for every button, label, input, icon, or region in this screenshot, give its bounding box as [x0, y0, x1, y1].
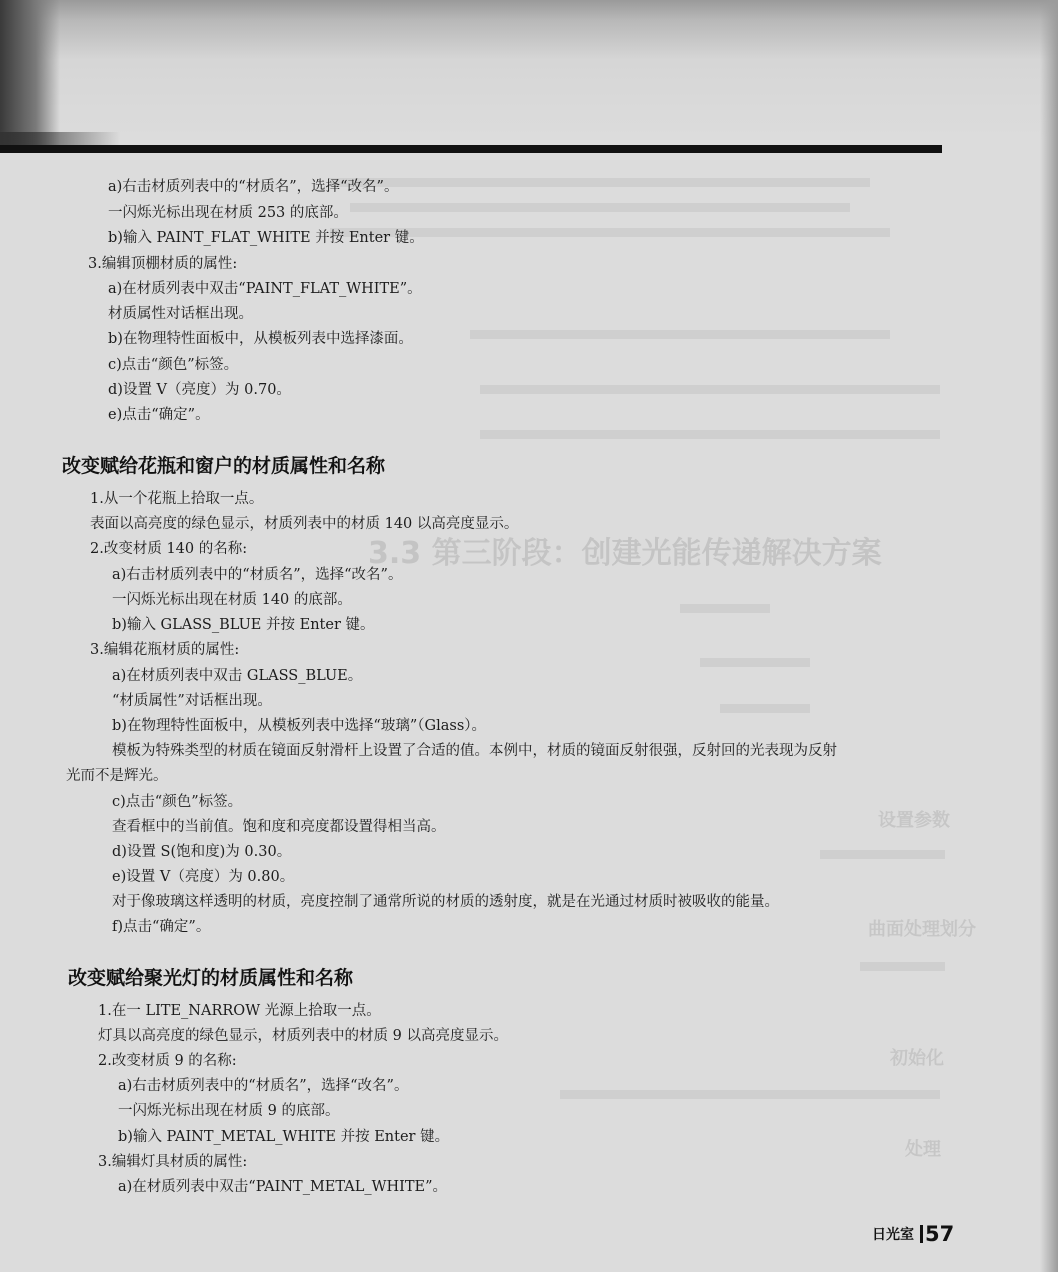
bleed-through-line	[700, 658, 810, 667]
text-line: a)右击材质列表中的“材质名”，选择“改名”。	[112, 567, 403, 583]
bleed-through-term: 处理	[905, 1139, 941, 1160]
bleed-through-line	[820, 850, 945, 859]
bleed-through-line	[480, 385, 940, 394]
bleed-through-line	[470, 330, 890, 339]
text-line: b)输入 PAINT_METAL_WHITE 并按 Enter 键。	[118, 1129, 450, 1145]
bleed-through-section-heading: 3.3 第三阶段：创建光能传递解决方案	[368, 536, 882, 571]
text-line: e)设置 V（亮度）为 0.80。	[112, 869, 295, 885]
text-line: f)点击“确定”。	[112, 919, 211, 935]
text-line: a)在材质列表中双击“PAINT_FLAT_WHITE”。	[108, 281, 422, 297]
page-number: 57	[925, 1222, 955, 1246]
text-line: a)右击材质列表中的“材质名”，选择“改名”。	[108, 179, 399, 195]
bleed-through-line	[860, 962, 945, 971]
running-footer-label: 日光室	[872, 1227, 914, 1243]
text-line: 一闪烁光标出现在材质 9 的底部。	[118, 1103, 340, 1119]
text-line: 1.从一个花瓶上拾取一点。	[90, 491, 264, 507]
text-line: a)右击材质列表中的“材质名”，选择“改名”。	[118, 1078, 409, 1094]
text-line: b)输入 PAINT_FLAT_WHITE 并按 Enter 键。	[108, 230, 424, 246]
bleed-through-line	[560, 1090, 940, 1099]
bleed-through-line	[480, 430, 940, 439]
text-line: a)在材质列表中双击 GLASS_BLUE。	[112, 668, 363, 684]
bleed-through-term: 曲面处理划分	[868, 919, 976, 940]
text-line: c)点击“颜色”标签。	[112, 794, 243, 810]
text-line: 光而不是辉光。	[66, 768, 168, 784]
bleed-through-line	[350, 203, 850, 212]
text-line: 灯具以高亮度的绿色显示，材质列表中的材质 9 以高亮度显示。	[98, 1028, 508, 1044]
page-edge-shadow	[1040, 0, 1058, 1272]
header-rule	[0, 145, 942, 153]
text-line: 一闪烁光标出现在材质 140 的底部。	[112, 592, 352, 608]
bleed-through-line	[720, 704, 810, 713]
bleed-through-line	[330, 178, 870, 187]
page-footer	[872, 1222, 954, 1246]
text-line: a)在材质列表中双击“PAINT_METAL_WHITE”。	[118, 1179, 448, 1195]
text-line: 1.在一 LITE_NARROW 光源上拾取一点。	[98, 1003, 381, 1019]
bleed-through-line	[680, 604, 770, 613]
text-line: 2.改变材质 9 的名称:	[98, 1053, 237, 1069]
text-line: 对于像玻璃这样透明的材质，亮度控制了通常所说的材质的透射度，就是在光通过材质时被吸收的能量。	[112, 894, 779, 910]
text-line: 3.编辑顶棚材质的属性:	[88, 256, 238, 272]
text-line: 3.编辑灯具材质的属性:	[98, 1154, 248, 1170]
text-line: e)点击“确定”。	[108, 407, 210, 423]
bleed-through-term: 设置参数	[878, 810, 950, 831]
text-line: b)在物理特性面板中，从模板列表中选择漆面。	[108, 331, 413, 347]
binding-gutter	[0, 0, 60, 150]
text-line: 模板为特殊类型的材质在镜面反射滑杆上设置了合适的值。本例中，材质的镜面反射很强，反射回的光表现为反射	[112, 743, 837, 759]
text-line: 材质属性对话框出现。	[108, 306, 253, 322]
section-heading: 改变赋给花瓶和窗户的材质属性和名称	[62, 455, 386, 477]
section-heading: 改变赋给聚光灯的材质属性和名称	[68, 967, 354, 989]
text-line: d)设置 V（亮度）为 0.70。	[108, 382, 291, 398]
bleed-through-term: 初始化	[890, 1048, 944, 1069]
text-line: “材质属性”对话框出现。	[112, 693, 272, 709]
text-line: 一闪烁光标出现在材质 253 的底部。	[108, 205, 348, 221]
text-line: 3.编辑花瓶材质的属性:	[90, 642, 240, 658]
text-line: 2.改变材质 140 的名称:	[90, 541, 248, 557]
footer-separator	[920, 1225, 923, 1243]
text-line: c)点击“颜色”标签。	[108, 357, 239, 373]
scan-shadow-top	[0, 0, 1058, 150]
text-line: 查看框中的当前值。饱和度和亮度都设置得相当高。	[112, 819, 446, 835]
text-line: d)设置 S(饱和度)为 0.30。	[112, 844, 292, 860]
text-line: b)输入 GLASS_BLUE 并按 Enter 键。	[112, 617, 375, 633]
text-line: b)在物理特性面板中，从模板列表中选择“玻璃”（Glass）。	[112, 718, 487, 734]
text-line: 表面以高亮度的绿色显示，材质列表中的材质 140 以高亮度显示。	[90, 516, 519, 532]
